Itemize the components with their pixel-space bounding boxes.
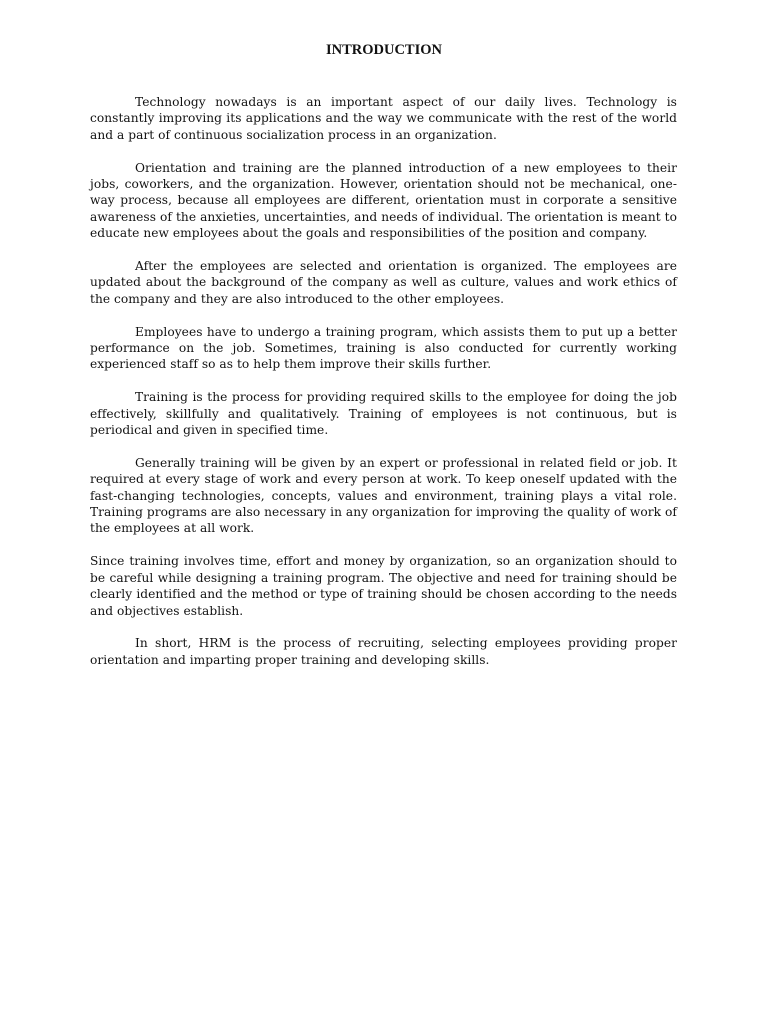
paragraph-technology: Technology nowadays is an important aspect of our daily lives. Technology is constantly improving its applications and the way we communicate with the rest of the world and a part of continuous socialization process in an organization.	[90, 95, 677, 142]
paragraph-orientation: Orientation and training are the planned introduction of a new employees to their jobs, coworkers, and the organization. However, orientation should not be mechanical, one-way process, because all employees are different, orientation must in corporate a sensitive awareness of the anxieties, uncertainties, and needs of individual. The orientation is meant to educate new employees about the goals and responsibilities of the position and company.	[90, 160, 677, 241]
paragraph-training-program: Employees have to undergo a training program, which assists them to put up a better performance on the job. Sometimes, training is also conducted for currently working experienced staff so as to help them improve their skills further.	[90, 324, 677, 372]
paragraph-training-process: Training is the process for providing required skills to the employee for doing the job effectively, skillfully and qualitatively. Training of employees is not continuous, but is periodical and given in specified time.	[90, 390, 677, 438]
page-title: INTRODUCTION	[325, 42, 442, 58]
paragraph-expert-training: Generally training will be given by an expert or professional in related field or job. It required at every stage of work and every person at work. To keep oneself updated with the fast-changing technologies, concepts, values and environment, training plays a vital role. Training programs are also necessary in any organization for improving the quality of work of the employees at all work.	[90, 455, 677, 536]
paragraph-selection: After the employees are selected and orientation is organized. The employees are updated about the background of the company as well as culture, values and work ethics of the company and they are also introduced to the other employees.	[90, 259, 677, 306]
paragraph-summary: In short, HRM is the process of recruiting, selecting employees providing proper orientation and imparting proper training and developing skills.	[90, 636, 677, 667]
paragraph-cost-of-training: Since training involves time, effort and money by organization, so an organization should to be careful while designing a training program. The objective and need for training should be clearly identified and the method or type of training should be chosen according to the needs and objectives establish.	[90, 554, 677, 618]
document-body	[90, 94, 677, 685]
